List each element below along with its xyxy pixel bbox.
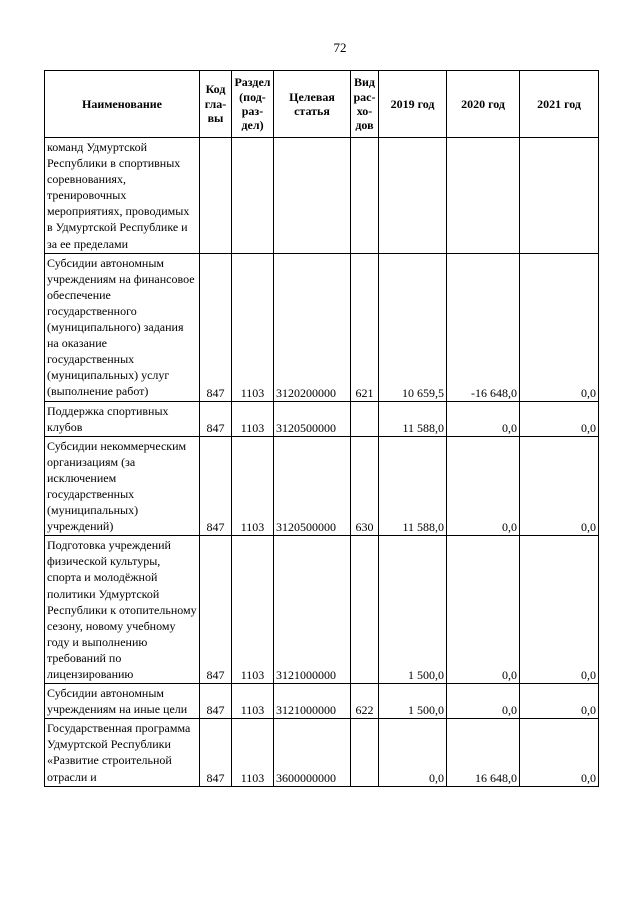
header-year-2021: 2021 год — [520, 71, 599, 138]
row-2021: 0,0 — [520, 536, 599, 684]
row-2020: 0,0 — [447, 536, 520, 684]
row-name: Субсидии некоммерческим организациям (за исключением государственных (муниципальных) учреждений) — [45, 436, 200, 536]
header-row — [45, 71, 599, 138]
row-expense: 630 — [351, 436, 379, 536]
row-target: 3120500000 — [274, 401, 351, 436]
table-row — [45, 536, 599, 684]
table-row — [45, 253, 599, 401]
table-row — [45, 436, 599, 536]
row-2021: 0,0 — [520, 436, 599, 536]
row-target: 3600000000 — [274, 719, 351, 786]
row-target: 3120200000 — [274, 253, 351, 401]
row-expense — [351, 719, 379, 786]
row-target: 3121000000 — [274, 684, 351, 719]
row-name: команд Удмуртской Республики в спортивных соревнованиях, тренировочных мероприятиях, проводимых в Удмуртской Республике и за ее пределами — [45, 138, 200, 254]
row-2021: 0,0 — [520, 253, 599, 401]
row-section: 1103 — [232, 536, 274, 684]
table-row — [45, 684, 599, 719]
header-name: Наименование — [45, 71, 200, 138]
header-year-2020: 2020 год — [447, 71, 520, 138]
row-2019 — [379, 138, 447, 254]
row-name: Подготовка учреждений физической культуры, спорта и молодёжной политики Удмуртской Республики к отопительному сезону, новому учебному году и выполнению требований по лицензированию — [45, 536, 200, 684]
row-expense: 621 — [351, 253, 379, 401]
header-year-2019: 2019 год — [379, 71, 447, 138]
row-chapter: 847 — [200, 436, 232, 536]
row-chapter: 847 — [200, 401, 232, 436]
row-2020 — [447, 138, 520, 254]
row-target: 3120500000 — [274, 436, 351, 536]
row-target: 3121000000 — [274, 536, 351, 684]
row-2021 — [520, 138, 599, 254]
row-2020: 0,0 — [447, 684, 520, 719]
row-chapter: 847 — [200, 719, 232, 786]
row-chapter — [200, 138, 232, 254]
row-name: Поддержка спортивных клубов — [45, 401, 200, 436]
row-target — [274, 138, 351, 254]
row-2021: 0,0 — [520, 719, 599, 786]
header-section: Раздел (под- раз- дел) — [232, 71, 274, 138]
row-chapter: 847 — [200, 536, 232, 684]
row-name: Субсидии автономным учреждениям на иные цели — [45, 684, 200, 719]
row-expense — [351, 536, 379, 684]
row-section: 1103 — [232, 684, 274, 719]
table-row — [45, 401, 599, 436]
row-2020: 0,0 — [447, 436, 520, 536]
table-row — [45, 138, 599, 254]
row-2019: 1 500,0 — [379, 536, 447, 684]
budget-table — [44, 70, 599, 787]
row-chapter: 847 — [200, 684, 232, 719]
row-2021: 0,0 — [520, 401, 599, 436]
header-chapter-code: Код гла- вы — [200, 71, 232, 138]
row-2019: 10 659,5 — [379, 253, 447, 401]
row-2019: 1 500,0 — [379, 684, 447, 719]
page-number: 72 — [333, 40, 347, 55]
row-name: Субсидии автономным учреждениям на финансовое обеспечение государственного (муниципального) задания на оказание государственных (муниципальных) услуг (выполнение работ) — [45, 253, 200, 401]
row-2019: 11 588,0 — [379, 436, 447, 536]
row-2020: -16 648,0 — [447, 253, 520, 401]
row-expense: 622 — [351, 684, 379, 719]
row-chapter: 847 — [200, 253, 232, 401]
row-section: 1103 — [232, 436, 274, 536]
row-expense — [351, 401, 379, 436]
row-2019: 0,0 — [379, 719, 447, 786]
row-2019: 11 588,0 — [379, 401, 447, 436]
table-row — [45, 719, 599, 786]
header-target-article: Целевая статья — [274, 71, 351, 138]
row-2020: 16 648,0 — [447, 719, 520, 786]
row-expense — [351, 138, 379, 254]
row-section — [232, 138, 274, 254]
row-section: 1103 — [232, 719, 274, 786]
row-name: Государственная программа Удмуртской Республики «Развитие строительной отрасли и — [45, 719, 200, 786]
row-2021: 0,0 — [520, 684, 599, 719]
row-2020: 0,0 — [447, 401, 520, 436]
header-expense-type: Вид рас- хо- дов — [351, 71, 379, 138]
row-section: 1103 — [232, 401, 274, 436]
row-section: 1103 — [232, 253, 274, 401]
